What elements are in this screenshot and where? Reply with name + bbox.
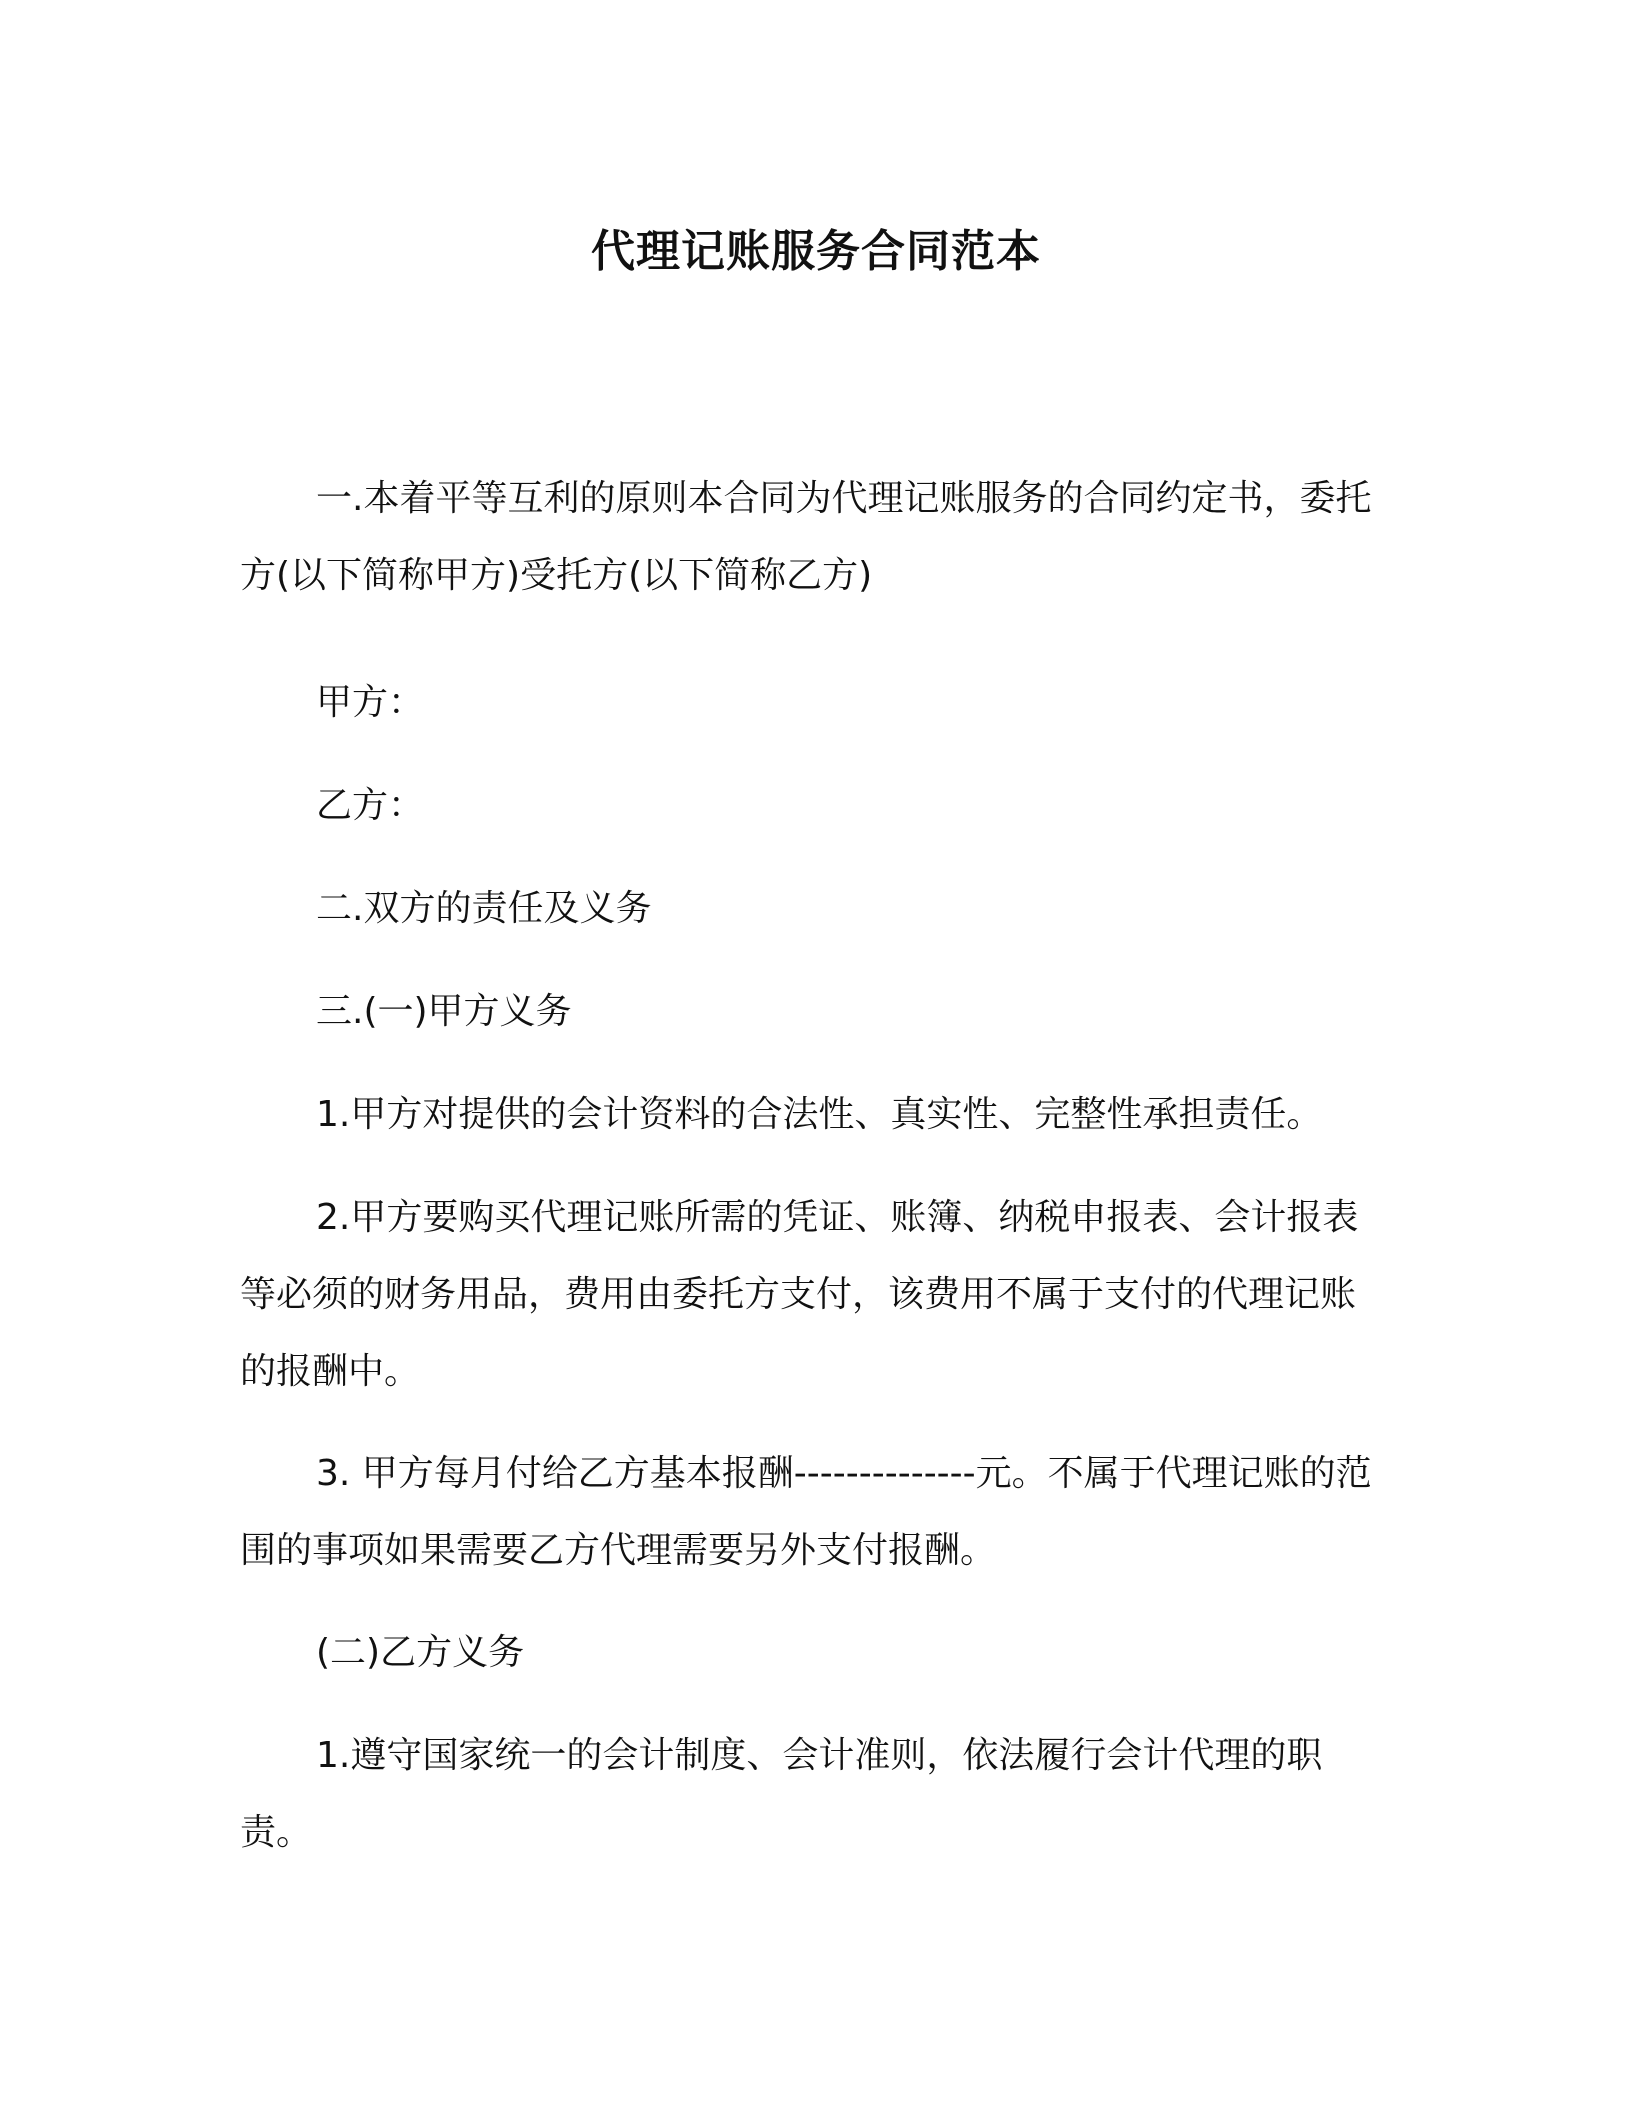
paragraph-a-duty-1: 1.甲方对提供的会计资料的合法性、真实性、完整性承担责任。 [316, 1094, 1323, 1135]
paragraph-b-duty-1: 1.遵守国家统一的会计制度、会计准则，依法履行会计代理的职责。 [240, 1735, 1323, 1853]
paragraph-section-party-b: (二)乙方义务 [316, 1632, 525, 1673]
paragraph-party-a: 甲方： [316, 682, 425, 723]
paragraph-a-duty-3: 3. 甲方每月付给乙方基本报酬--------------元。不属于代理记账的范围的事项如果需要乙方代理需要另外支付报酬。 [240, 1453, 1372, 1571]
paragraph-party-b: 乙方： [316, 785, 425, 826]
paragraph-section-2: 二.双方的责任及义务 [316, 888, 652, 929]
paragraph-section-3-party-a: 三.(一)甲方义务 [316, 991, 572, 1032]
paragraph-1-intro: 一.本着平等互利的原则本合同为代理记账服务的合同约定书，委托方(以下简称甲方)受托方(以下简称乙方) [240, 478, 1372, 596]
paragraph-a-duty-2: 2.甲方要购买代理记账所需的凭证、账簿、纳税申报表、会计报表等必须的财务用品，费用由委托方支付，该费用不属于支付的代理记账的报酬中。 [240, 1197, 1359, 1392]
document-title: 代理记账服务合同范本 [591, 226, 1041, 277]
